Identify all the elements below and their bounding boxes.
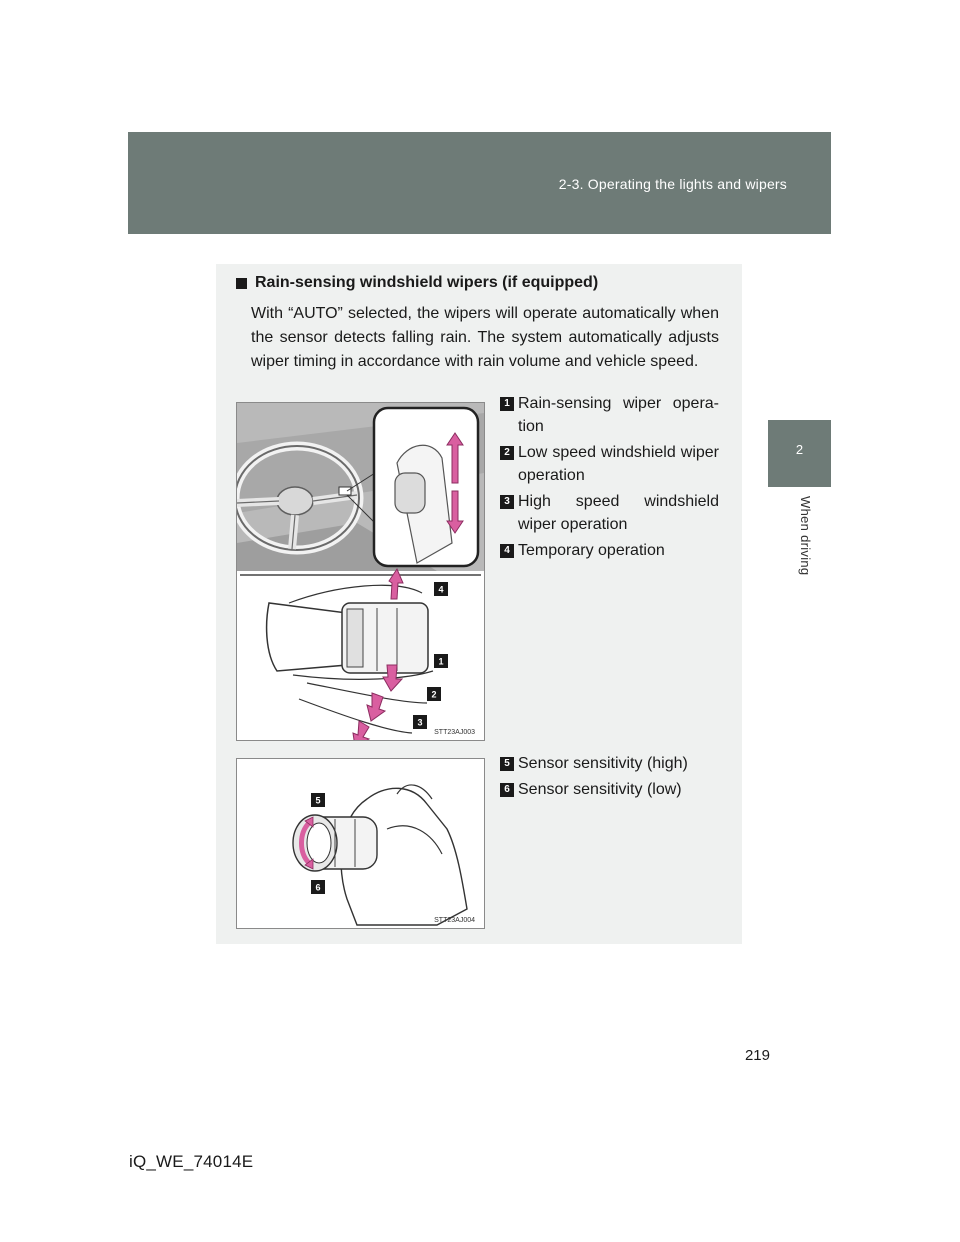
list-item [500, 539, 719, 562]
figure1-badge-3: 3 [417, 717, 423, 728]
section-heading [236, 274, 598, 292]
list-item [500, 490, 719, 536]
section-intro: With “AUTO” selected, the wipers will operate automatically when the sensor detects falling rain. The system automatically adjusts wiper timing in accordance with rain volume and vehicle speed. [251, 305, 719, 370]
items-list-1 [500, 392, 719, 565]
content-box [216, 264, 742, 944]
sensor-sensitivity-figure [236, 758, 485, 929]
figure1-badge-2: 2 [431, 689, 437, 700]
list-item-text: Sensor sensitivity (high) [518, 755, 688, 772]
document-code: iQ_WE_74014E [129, 1152, 254, 1171]
number-badge: 1 [500, 397, 514, 411]
list-item-text: Low speed windshield wiper operation [518, 444, 719, 484]
list-item [500, 752, 719, 775]
list-item-text: High speed windshield wiper operation [518, 493, 719, 533]
number-badge: 4 [500, 544, 514, 558]
figure2-badge-5: 5 [315, 795, 321, 806]
figure1-badge-1: 1 [438, 656, 444, 667]
list-item-text: Sensor sensitivity (low) [518, 781, 682, 798]
figure1-code: STT23AJ003 [434, 729, 475, 736]
number-badge: 2 [500, 446, 514, 460]
items-list-2 [500, 752, 719, 804]
list-item-text: Rain-sensing wiper opera-tion [518, 395, 719, 435]
square-bullet-icon [236, 278, 247, 289]
figure1-badge-4: 4 [438, 584, 444, 595]
figure2-badge-6: 6 [315, 882, 321, 893]
header-band [128, 132, 831, 234]
header-section-title: 2-3. Operating the lights and wipers [558, 176, 787, 192]
sensor-sensitivity-illustration [237, 759, 484, 928]
chapter-tab-label: When driving [798, 496, 813, 576]
number-badge: 3 [500, 495, 514, 509]
wiper-lever-figure [236, 402, 485, 741]
list-item [500, 778, 719, 801]
wiper-lever-illustration [237, 403, 484, 740]
list-item [500, 392, 719, 438]
figure2-code: STT23AJ004 [434, 917, 475, 924]
number-badge: 6 [500, 783, 514, 797]
list-item [500, 441, 719, 487]
number-badge: 5 [500, 757, 514, 771]
chapter-tab-number: 2 [795, 442, 804, 457]
section-heading-text: Rain-sensing windshield wipers (if equipped) [255, 274, 599, 291]
list-item-text: Temporary operation [518, 542, 665, 559]
page-number: 219 [744, 1047, 770, 1064]
chapter-tab[interactable] [768, 420, 831, 487]
